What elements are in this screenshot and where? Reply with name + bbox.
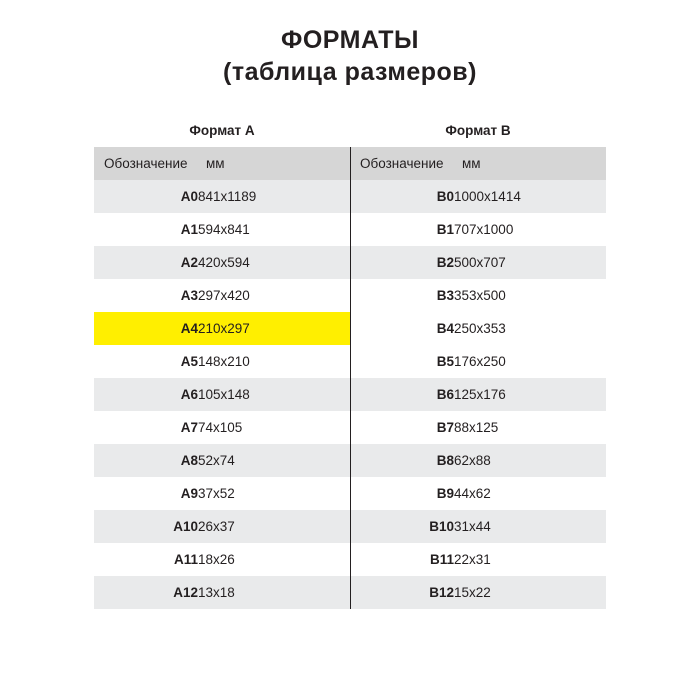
format-a-size: 420x594 [198, 246, 350, 279]
format-b-code: B9 [436, 486, 455, 501]
format-b-size: 250x353 [454, 321, 506, 336]
format-a-size: 210x297 [198, 312, 350, 345]
format-b-code: B5 [436, 354, 455, 369]
format-b-code: B1 [436, 222, 455, 237]
table-row [94, 576, 606, 609]
format-b-size: 88x125 [454, 420, 499, 435]
table-row [94, 477, 606, 510]
table-row [94, 246, 606, 279]
table-row [94, 510, 606, 543]
column-header-row [94, 147, 606, 180]
format-a-code: A10 [94, 510, 198, 543]
format-a-size: 841x1189 [198, 180, 350, 213]
table-row [94, 444, 606, 477]
format-a-code: A6 [94, 378, 198, 411]
header-size-b: мм [454, 147, 606, 180]
format-b-size: 707x1000 [454, 222, 514, 237]
format-b-code: B4 [436, 321, 455, 336]
format-b-code: B6 [350, 378, 454, 411]
format-a-code: A2 [94, 246, 198, 279]
format-a-size: 26x37 [198, 510, 350, 543]
format-a-size: 148x210 [198, 354, 250, 369]
format-a-code: A12 [94, 576, 198, 609]
format-b-size: 1000x1414 [454, 180, 606, 213]
format-b-size: 176x250 [454, 354, 506, 369]
format-b-size: 62x88 [454, 444, 606, 477]
format-b-code: B3 [436, 288, 455, 303]
format-b-code: B12 [350, 576, 454, 609]
format-a-code: A11 [173, 552, 198, 567]
page-title [0, 0, 700, 88]
format-b-size: 500x707 [454, 246, 606, 279]
group-heading-row [94, 114, 606, 147]
table-row [94, 279, 606, 312]
format-b-code: B11 [429, 552, 455, 567]
format-b-code: B10 [350, 510, 454, 543]
format-a-code: A9 [180, 486, 198, 501]
table-row [94, 180, 606, 213]
format-a-code: A7 [180, 420, 198, 435]
format-b-code: B2 [350, 246, 454, 279]
table-row [94, 378, 606, 411]
table-container [94, 114, 606, 609]
table-row [94, 543, 606, 576]
header-size-a: мм [198, 147, 350, 180]
header-code-b: Обозначение [350, 147, 454, 180]
format-a-code: A1 [180, 222, 198, 237]
format-b-size: 125x176 [454, 378, 606, 411]
format-b-code: B7 [436, 420, 455, 435]
table-row [94, 312, 606, 345]
format-a-size: 52x74 [198, 444, 350, 477]
format-a-size: 18x26 [198, 552, 235, 567]
group-heading-b: Формат В [445, 123, 511, 138]
format-a-size: 74x105 [198, 420, 243, 435]
format-a-code: A5 [180, 354, 198, 369]
format-b-size: 31x44 [454, 510, 606, 543]
group-heading-a: Формат А [189, 123, 255, 138]
header-code-a: Обозначение [94, 147, 198, 180]
format-b-size: 22x31 [454, 552, 491, 567]
table-row [94, 411, 606, 444]
title-line-1: ФОРМАТЫ [280, 26, 419, 54]
format-a-size: 37x52 [198, 486, 235, 501]
formats-table [94, 114, 606, 609]
format-a-size: 13x18 [198, 576, 350, 609]
format-b-code: B0 [350, 180, 454, 213]
format-a-size: 594x841 [198, 222, 250, 237]
format-b-code: B8 [350, 444, 454, 477]
table-row [94, 345, 606, 378]
title-line-2: (таблица размеров) [223, 58, 477, 86]
format-b-size: 15x22 [454, 576, 606, 609]
format-a-code: A0 [94, 180, 198, 213]
format-a-size: 105x148 [198, 378, 350, 411]
format-a-code: A4 [94, 312, 198, 345]
format-b-size: 353x500 [454, 288, 506, 303]
format-a-size: 297x420 [198, 288, 250, 303]
format-b-size: 44x62 [454, 486, 491, 501]
format-a-code: A3 [180, 288, 198, 303]
table-row [94, 213, 606, 246]
format-a-code: A8 [94, 444, 198, 477]
